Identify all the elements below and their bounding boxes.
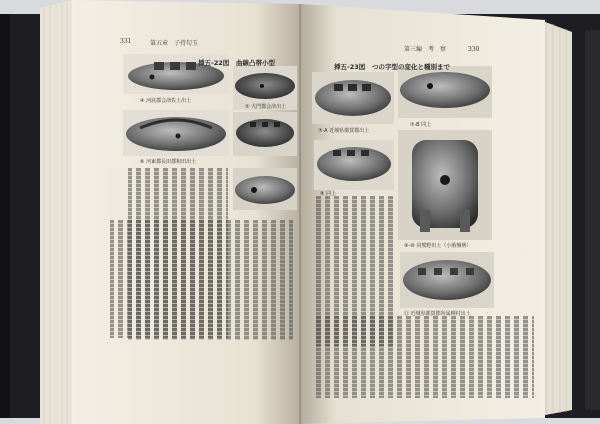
left-caption-3: ⑥ 河東郡長田郡和田出土: [140, 159, 197, 165]
right-caption-4: ⑨-⑩ 同熊野出土（小胎盤例）: [404, 243, 472, 249]
right-caption-5: ⑪ 近城県都賀郡所属柳村出土: [404, 311, 471, 317]
right-figure-subtitle: つの字型の変化と種別まで: [372, 63, 450, 71]
right-running-head: 第三編 考 察: [404, 46, 447, 53]
right-caption-1: ⑦-A 近城県都賀郡出土: [318, 128, 370, 134]
left-photo-5: [233, 168, 297, 210]
right-photo-5: [400, 252, 494, 308]
right-page-number: 330: [468, 46, 480, 53]
right-photo-3: [314, 140, 394, 190]
left-caption-2: ⑤ 大門郡会津出土: [245, 104, 287, 110]
right-photo-2: [398, 66, 492, 118]
right-body-text-edge: [494, 316, 534, 398]
book-cover-edge-left: [0, 14, 10, 418]
left-photo-4: [233, 112, 297, 156]
left-caption-1: ④ 河底郡会津佐土出土: [140, 98, 192, 104]
right-photo-4: [398, 130, 492, 240]
right-caption-3: ⑦-B 同上: [410, 122, 432, 128]
left-figure-subtitle: 曲線凸帯小型: [236, 59, 275, 67]
left-running-head: 第五章 子持勾玉: [150, 40, 199, 47]
left-page-number: 331: [120, 38, 132, 45]
right-photo-1: [312, 72, 394, 124]
right-caption-2: ⑧ 同上: [320, 191, 337, 197]
left-body-text-lower: [128, 220, 293, 340]
left-figure-title: 挿五-22図: [198, 59, 230, 67]
right-figure-title: 挿五-23図: [334, 63, 366, 71]
right-body-text-lower: [312, 316, 492, 398]
left-photo-3: [123, 110, 229, 156]
book-cover-edge-right: [585, 30, 600, 410]
